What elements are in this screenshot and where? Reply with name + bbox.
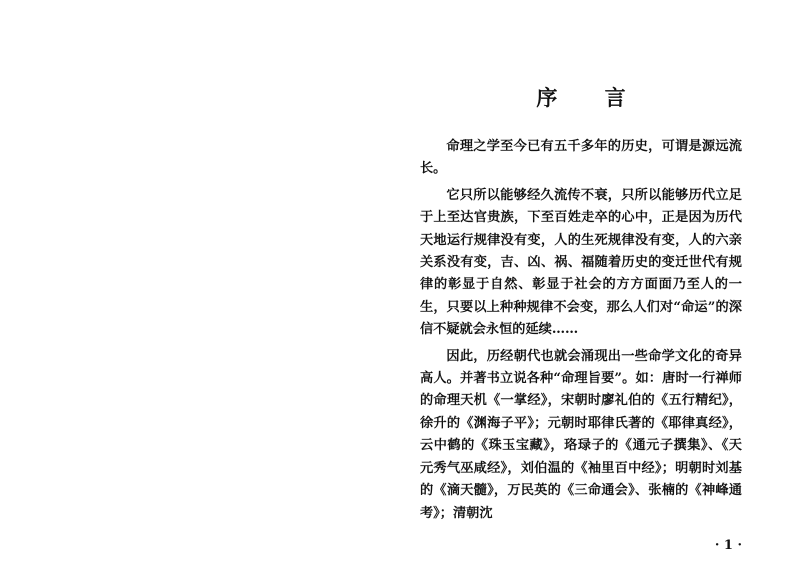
document-page — [420, 0, 742, 588]
page-number: · 1 · — [714, 538, 742, 553]
blank-left-page — [0, 0, 396, 588]
paragraph-1: 命理之学至今已有五千多年的历史，可谓是源远流长。 — [420, 139, 742, 177]
paragraph-2: 它只所以能够经久流传不衰，只所以能够历代立足于上至达官贵族，下至百姓走卒的心中，正是因为历代天地运行规律没有变，人的生死规律没有变，人的六亲关系没有变，吉、凶、祸、福随着历史的变迁世代有规律的彰显于自然、彰显于社会的方方面面乃至人的一生，只要以上种种规律不会变，那么人们对“命运”的深信不疑就会永恒的延续…… — [420, 187, 742, 338]
body-text — [420, 136, 742, 529]
page-title: 序 言 — [536, 86, 646, 110]
paragraph-3: 因此，历经朝代也就会涌现出一些命学文化的奇异高人。并著书立说各种“命理旨要”。如：唐时一行禅师的命理天机《一掌经》，宋朝时廖礼伯的《五行精纪》，徐升的《渊海子平》；元朝时耶律氏著的《耶律真经》，云中鹤的《珠玉宝藏》，珞琭子的《通元子撰集》、《天元秀气巫咸经》，刘伯温的《袖里百中经》；明朝时刘基的《滴天髓》，万民英的《三命通会》、张楠的《神峰通考》；清朝沈 — [420, 348, 742, 521]
